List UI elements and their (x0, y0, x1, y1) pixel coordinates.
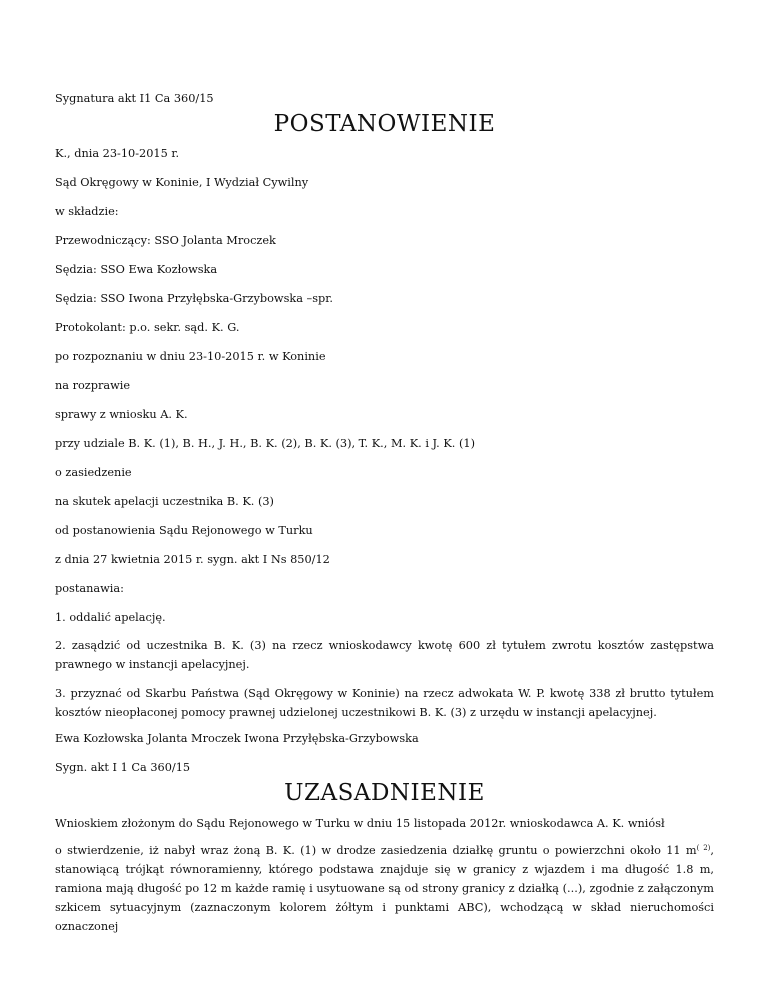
decides-label: postanawia: (55, 582, 124, 595)
justification-text-b: , stanowiącą trójkąt równoramienny, którego podstawa znajduje się w granicy z wjazdem i ma długość 1.8 m, ramiona mają długość po 12 m każde ramię i usytuowane są od strony granicy z działką (...), zgodnie z załączonym szkicem sytuacyjnym (zaznaczonym kolorem żółtym i punktami ABC), wchodzącą w skład nieruchomości oznaczonej (55, 844, 715, 933)
appeal-by: na skutek apelacji uczestnika B. K. (3) (55, 495, 274, 508)
composition-intro: w składzie: (55, 205, 119, 218)
document-title: POSTANOWIENIE (273, 111, 496, 137)
court-name: Sąd Okręgowy w Koninie, I Wydział Cywilny (55, 176, 309, 189)
ruling-point-2: 2. zasądzić od uczestnika B. K. (3) na rzecz wnioskodawcy kwotę 600 zł tytułem zwrotu kosztów zastępstwa prawnego w instancji apelacyjnej. (55, 639, 714, 671)
justification-text-a: o stwierdzenie, iż nabył wraz żoną B. K. (1) w drodze zasiedzenia działkę gruntu o powierzchni około 11 m (55, 844, 697, 857)
ruling-point-1: 1. oddalić apelację. (55, 611, 166, 624)
presiding-judge: Przewodniczący: SSO Jolanta Mroczek (55, 234, 276, 247)
court-clerk: Protokolant: p.o. sekr. sąd. K. G. (55, 321, 240, 334)
session-type: na rozprawie (55, 379, 131, 392)
decision-date: z dnia 27 kwietnia 2015 r. sygn. akt I Ns 850/12 (55, 553, 330, 566)
justification-line-1: Wnioskiem złożonym do Sądu Rejonowego w Turku w dniu 15 listopada 2012r. wnioskodawca A. K. wniósł (55, 817, 665, 830)
judge-2: Sędzia: SSO Iwona Przyłębska-Grzybowska –spr. (55, 292, 333, 305)
justification-title: UZASADNIENIE (284, 780, 485, 806)
judge-1: Sędzia: SSO Ewa Kozłowska (55, 263, 218, 276)
hearing-date: po rozpoznaniu w dniu 23-10-2015 r. w Koninie (55, 350, 326, 363)
case-participants: przy udziale B. K. (1), B. H., J. H., B. K. (2), B. K. (3), T. K., M. K. i J. K. (1) (55, 437, 475, 450)
signatories: Ewa Kozłowska Jolanta Mroczek Iwona Przyłębska-Grzybowska (55, 732, 419, 745)
case-signature-2: Sygn. akt I 1 Ca 360/15 (55, 761, 191, 774)
justification-paragraph (55, 841, 714, 936)
place-date: K., dnia 23-10-2015 r. (55, 147, 180, 160)
case-applicant: sprawy z wniosku A. K. (55, 408, 188, 421)
ruling-point-3: 3. przyznać od Skarbu Państwa (Sąd Okręgowy w Koninie) na rzecz adwokata W. P. kwotę 338 zł brutto tytułem kosztów nieopłaconej pomocy prawnej udzielonej uczestnikowi B. K. (3) z urzędu w instancji apelacyjnej. (55, 687, 714, 719)
appealed-decision: od postanowienia Sądu Rejonowego w Turku (55, 524, 313, 537)
case-signature: Sygnatura akt I1 Ca 360/15 (55, 92, 214, 105)
square-metre-superscript: ( 2) (696, 844, 711, 852)
case-subject: o zasiedzenie (55, 466, 132, 479)
